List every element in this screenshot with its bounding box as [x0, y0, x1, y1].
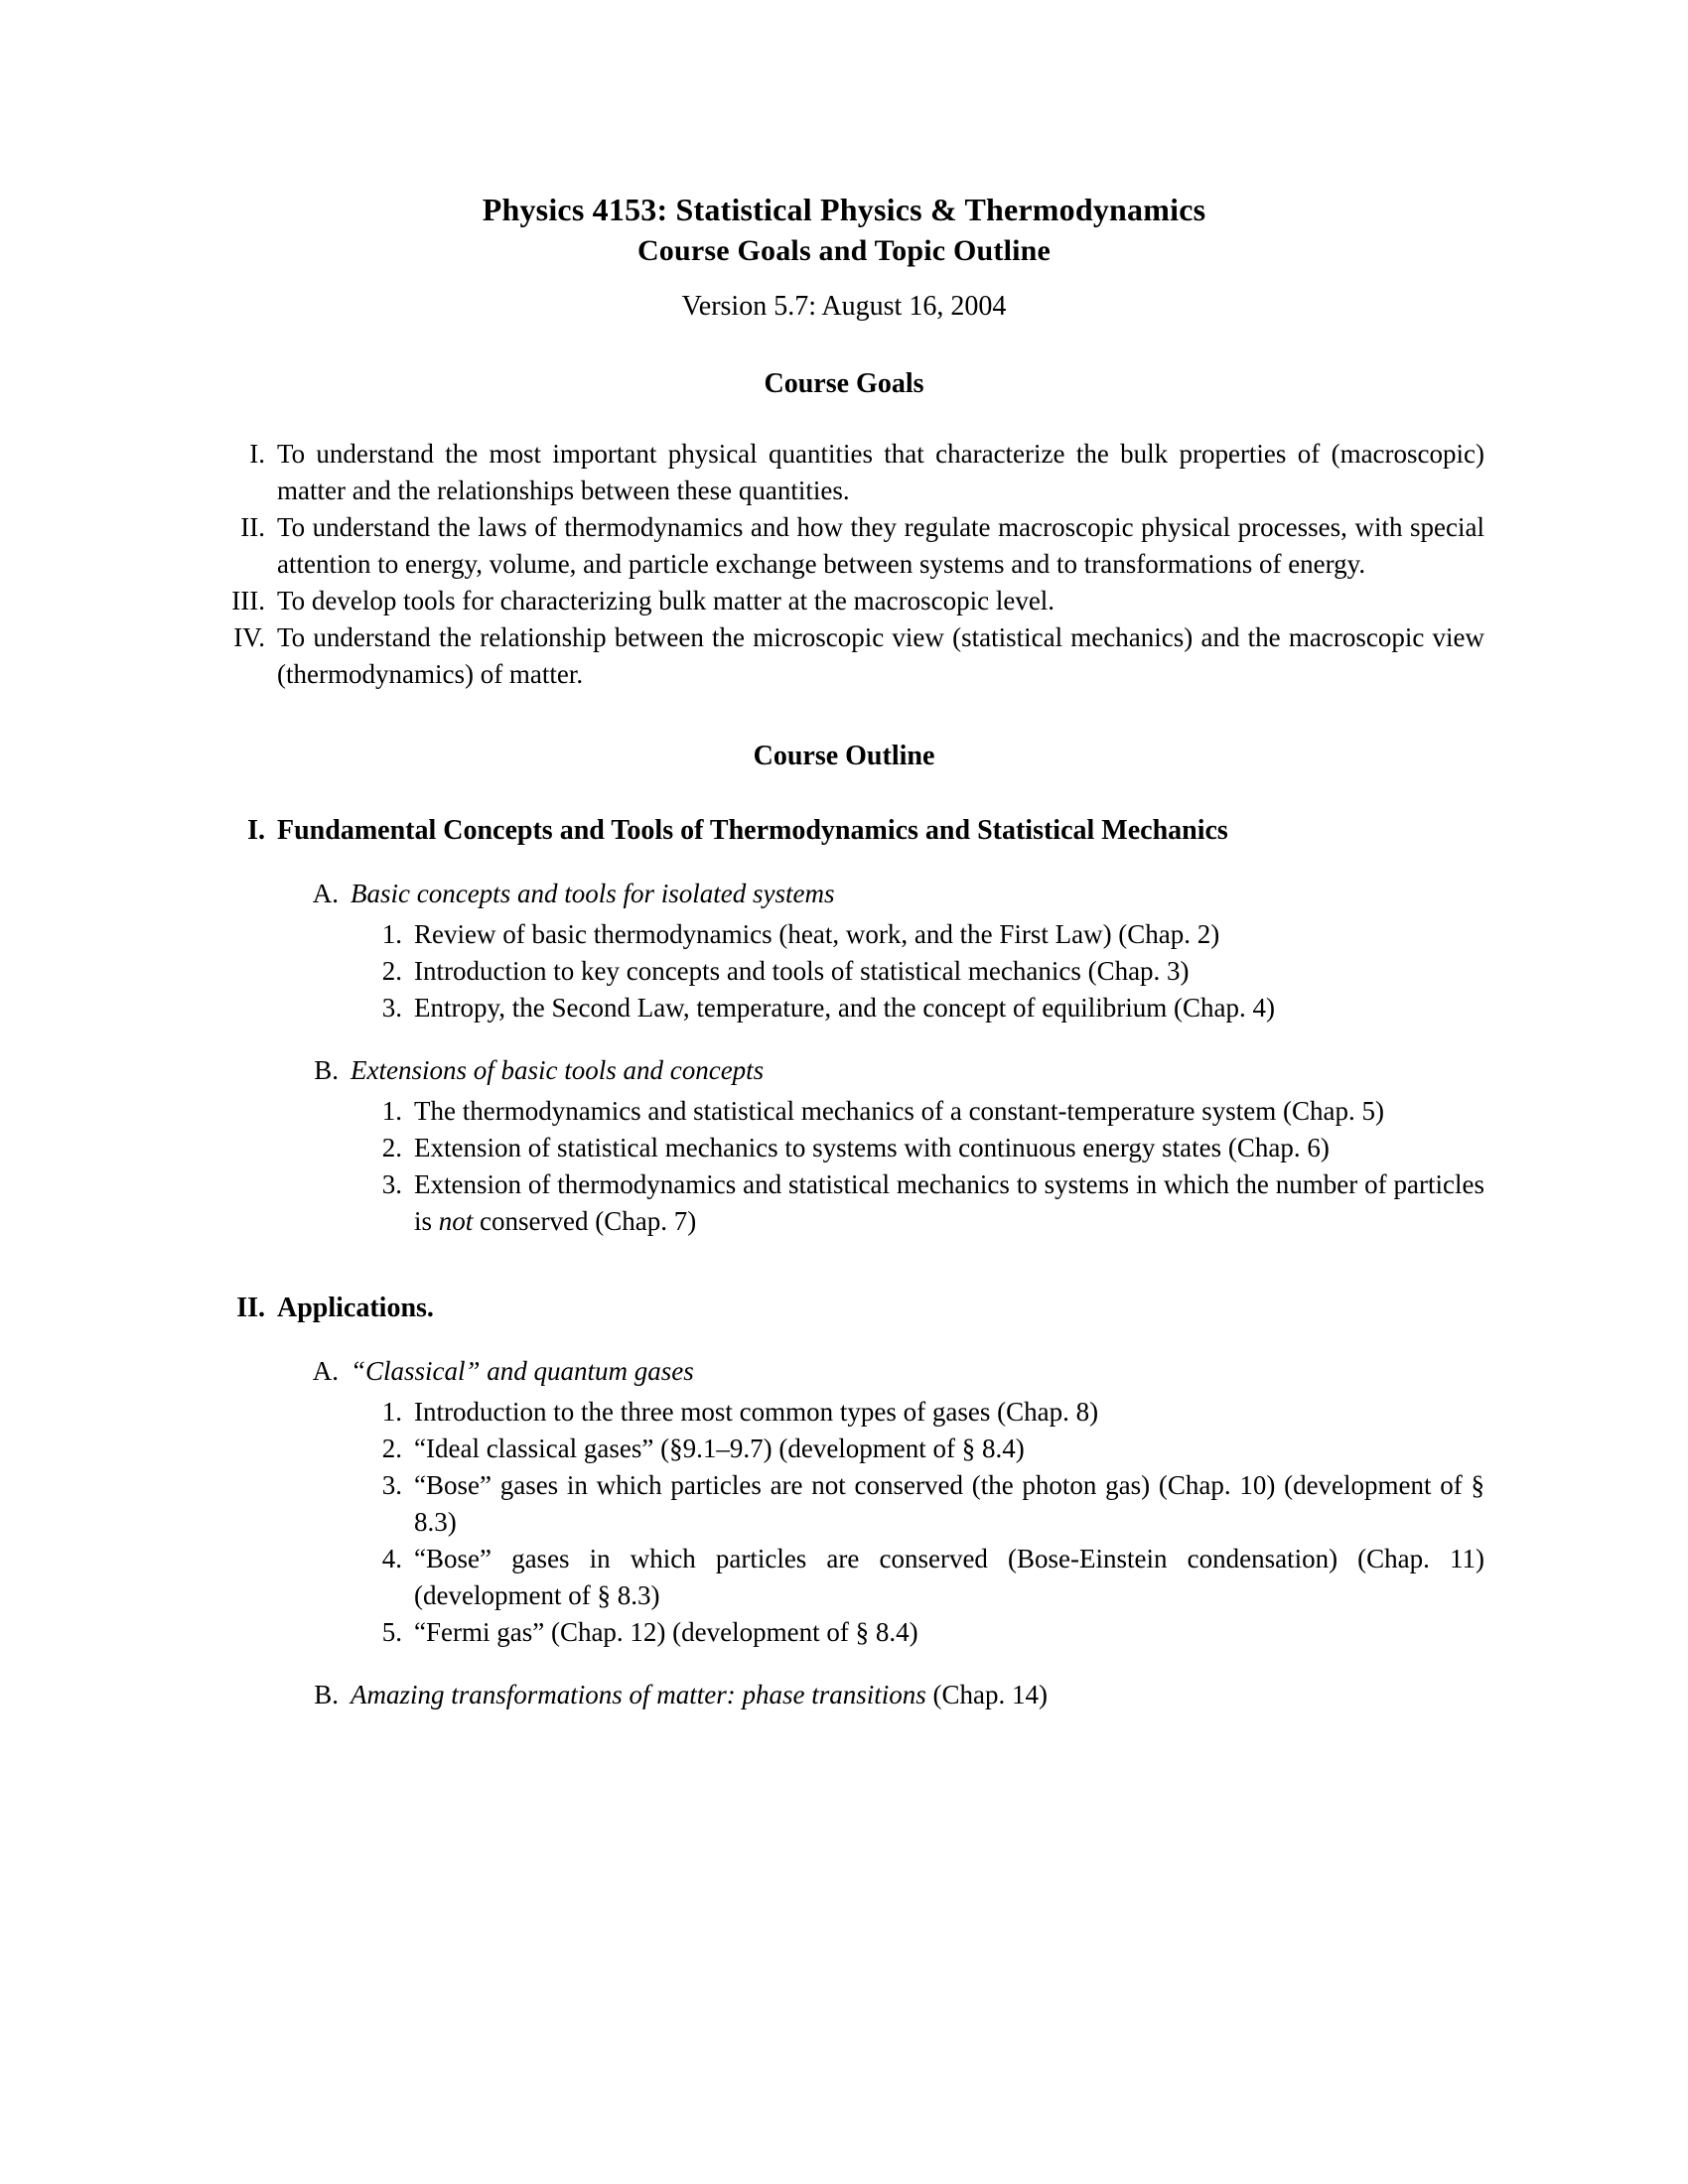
goal-text: To understand the most important physical quantities that characterize the bulk properties of (macroscopic) matter and the relationships between these quantities.	[277, 439, 1484, 505]
outline-item-text-before: Extension of thermodynamics and statistical mechanics to systems in which the number of particles is	[414, 1169, 1484, 1236]
outline-item	[351, 1431, 1484, 1467]
outline-item-marker: 2.	[381, 1433, 402, 1463]
outline-item-marker: 3.	[381, 993, 402, 1023]
outline-item-text: “Bose” gases in which particles are conserved (Bose-Einstein condensation) (Chap. 11) (development of § 8.3)	[414, 1544, 1484, 1610]
outline-item-text-emphasis: not	[438, 1206, 474, 1236]
outline-item	[351, 1541, 1484, 1614]
version-line: Version 5.7: August 16, 2004	[681, 291, 1007, 322]
document-content	[204, 189, 1484, 1717]
outline-item	[351, 1166, 1484, 1240]
goal-marker: II.	[240, 512, 265, 542]
page-subtitle: Course Goals and Topic Outline	[636, 234, 1052, 267]
outline-item	[351, 916, 1484, 953]
outline-subsection-title: Basic concepts and tools for isolated systems	[351, 879, 835, 908]
outline-item-text: Extension of statistical mechanics to systems with continuous energy states (Chap. 6)	[414, 1133, 1330, 1162]
outline-item-marker: 2.	[381, 956, 402, 986]
outline-item-text: “Bose” gases in which particles are not conserved (the photon gas) (Chap. 10) (development of § 8.3)	[414, 1470, 1484, 1537]
outline-subsection-title: Extensions of basic tools and concepts	[351, 1055, 765, 1085]
outline-part-title: Applications.	[277, 1293, 434, 1323]
spacer	[204, 1240, 1484, 1284]
outline-item	[351, 953, 1484, 990]
outline-subsection-title-suffix: (Chap. 14)	[925, 1680, 1049, 1709]
goal-text: To understand the laws of thermodynamics and how they regulate macroscopic physical processes, with special attention to energy, volume, and particle exchange between systems and to transformations of energy.	[277, 512, 1484, 579]
outline-item-text: The thermodynamics and statistical mechanics of a constant-temperature system (Chap. 5)	[414, 1096, 1384, 1126]
outline-item	[351, 990, 1484, 1026]
goal-marker: III.	[231, 586, 265, 615]
outline-item	[351, 1614, 1484, 1651]
outline-item-text: “Fermi gas” (Chap. 12) (development of § 8.4)	[414, 1617, 918, 1647]
title-block	[204, 189, 1484, 327]
outline-item-text-after: conserved (Chap. 7)	[473, 1206, 697, 1236]
outline-part-title: Fundamental Concepts and Tools of Thermodynamics and Statistical Mechanics	[277, 815, 1228, 846]
outline-item	[351, 1394, 1484, 1431]
outline-item-marker: 3.	[381, 1470, 402, 1500]
course-outline-heading: Course Outline	[753, 741, 935, 771]
outline-item-marker: 1.	[381, 919, 402, 949]
goal-text: To develop tools for characterizing bulk matter at the macroscopic level.	[277, 586, 1055, 615]
outline-item-text: Introduction to key concepts and tools of statistical mechanics (Chap. 3)	[414, 956, 1190, 986]
outline-subsection-title	[351, 1353, 1484, 1390]
outline-item-marker: 3.	[381, 1169, 402, 1199]
outline-part-marker: II.	[236, 1293, 265, 1323]
outline-subsection-heading	[281, 1052, 1484, 1089]
outline-item-marker: 2.	[381, 1133, 402, 1162]
outline-item-marker: 4.	[381, 1544, 402, 1573]
outline-subsection-marker: A.	[312, 1356, 339, 1386]
outline-part-2	[204, 1290, 1484, 1327]
outline-part-heading	[204, 1290, 1484, 1327]
outline-subsection-marker: B.	[314, 1680, 339, 1709]
goal-text: To understand the relationship between the microscopic view (statistical mechanics) and the macroscopic view (thermodynamics) of matter.	[277, 622, 1484, 689]
goal-item	[204, 619, 1484, 693]
goal-item	[204, 509, 1484, 583]
outline-subsection-title	[351, 1677, 1484, 1713]
outline-item	[351, 1130, 1484, 1166]
outline-item-text: Introduction to the three most common types of gases (Chap. 8)	[414, 1397, 1099, 1427]
goal-item	[204, 436, 1484, 509]
outline-item-marker: 1.	[381, 1397, 402, 1427]
outline-item	[351, 1093, 1484, 1130]
outline-part-marker: I.	[247, 815, 265, 846]
outline-subsection-marker: A.	[312, 879, 339, 908]
outline-item-text: Entropy, the Second Law, temperature, and the concept of equilibrium (Chap. 4)	[414, 993, 1275, 1023]
goal-marker: I.	[249, 439, 265, 469]
outline-part-heading	[204, 812, 1484, 850]
outline-item-marker: 1.	[381, 1096, 402, 1126]
outline-item-text	[414, 1166, 1484, 1240]
course-goals-heading: Course Goals	[764, 368, 924, 399]
outline-subsection-marker: B.	[314, 1055, 339, 1085]
outline-item-marker: 5.	[381, 1617, 402, 1647]
outline-subsection-heading	[281, 876, 1484, 912]
outline-item-text: “Ideal classical gases” (§9.1–9.7) (development of § 8.4)	[414, 1433, 1025, 1463]
page-title: Physics 4153: Statistical Physics & Thermodynamics	[482, 192, 1206, 227]
outline-subsection-heading	[281, 1677, 1484, 1713]
goal-item	[204, 583, 1484, 619]
outline-subsection-heading	[281, 1353, 1484, 1390]
course-goals-list	[204, 436, 1484, 693]
outline-item-text: Review of basic thermodynamics (heat, work, and the First Law) (Chap. 2)	[414, 919, 1220, 949]
outline-item	[351, 1467, 1484, 1541]
outline-part-1	[204, 812, 1484, 850]
outline-subsection-title-main: Amazing transformations of matter: phase transitions	[351, 1680, 926, 1709]
goal-marker: IV.	[233, 622, 265, 652]
outline-subsection-title-quoted: “Classical”	[351, 1356, 481, 1386]
outline-subsection-title-rest: and quantum gases	[480, 1356, 694, 1386]
